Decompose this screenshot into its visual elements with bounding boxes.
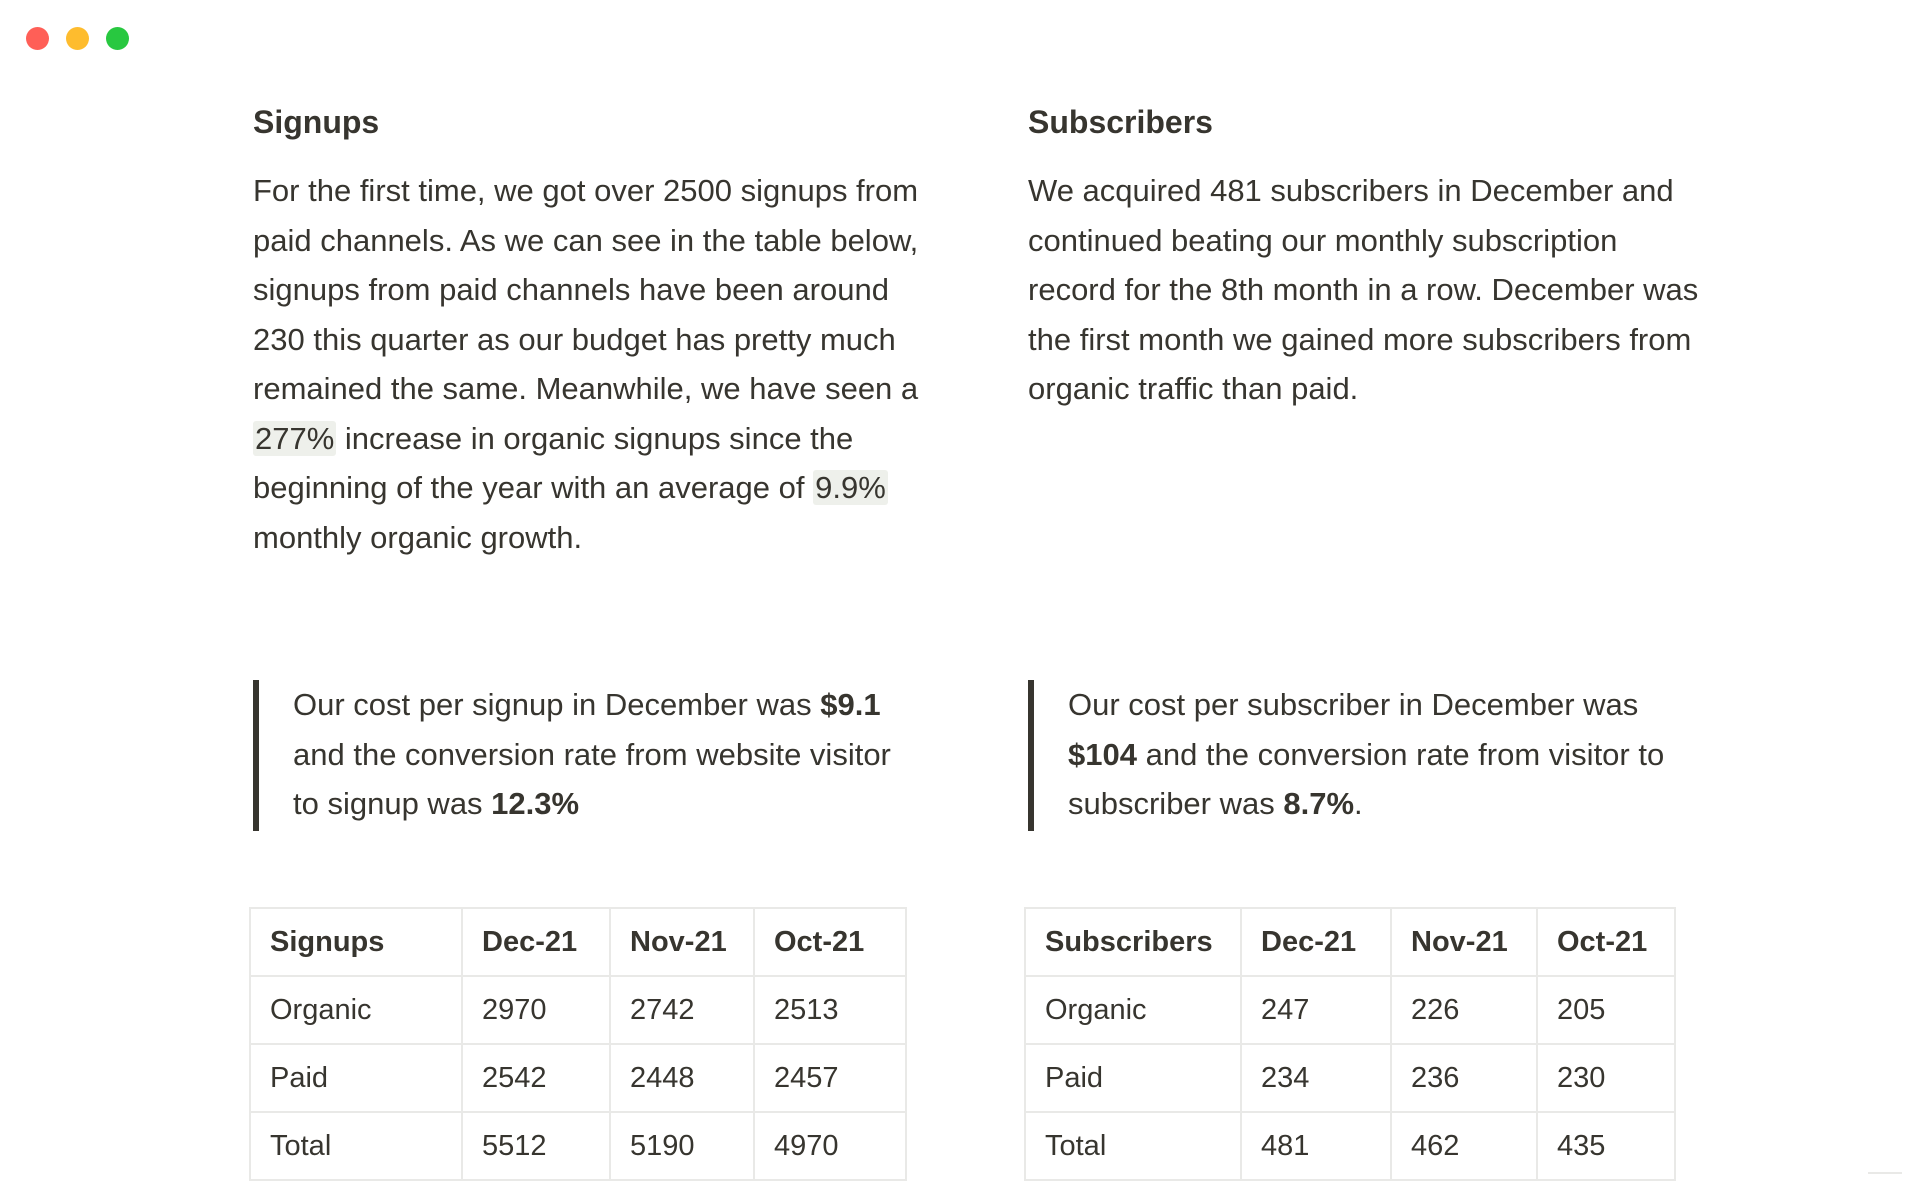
table-header-cell[interactable]: Signups <box>250 908 462 976</box>
table-cell[interactable]: 462 <box>1391 1112 1537 1180</box>
table-header-cell[interactable]: Dec-21 <box>1241 908 1391 976</box>
table-cell[interactable]: 2457 <box>754 1044 906 1112</box>
window-controls <box>26 27 129 50</box>
signups-text-1: For the first time, we got over 2500 signups from paid channels. As we can see in the table below, signups from paid channels have been around 230 this quarter as our budget has pretty much remained the same. Meanwhile, we have seen a <box>253 173 919 406</box>
subscribers-paragraph[interactable]: We acquired 481 subscribers in December and continued beating our monthly subscription record for the 8th month in a row. December was the first month we gained more subscribers from organic traffic than paid. <box>1028 173 1699 406</box>
signups-text-3: monthly organic growth. <box>253 519 583 555</box>
table-cell[interactable]: 226 <box>1391 976 1537 1044</box>
table-cell[interactable]: 236 <box>1391 1044 1537 1112</box>
table-row <box>1025 976 1675 1044</box>
table-cell[interactable]: 2448 <box>610 1044 754 1112</box>
signups-quote[interactable] <box>253 680 893 831</box>
table-cell[interactable]: Organic <box>250 976 462 1044</box>
organic-growth-highlight: 9.9% <box>815 470 886 505</box>
table-header-cell[interactable]: Nov-21 <box>610 908 754 976</box>
table-cell[interactable]: Total <box>250 1112 462 1180</box>
table-header-row <box>1025 908 1675 976</box>
signups-quote-text-2: and the conversion rate from website visitor to signup was <box>293 736 891 821</box>
table-header-cell[interactable]: Nov-21 <box>1391 908 1537 976</box>
table-cell[interactable]: Organic <box>1025 976 1241 1044</box>
subscribers-quote-text-2: and the conversion rate from visitor to subscriber was <box>1068 736 1665 821</box>
table-cell[interactable]: 2970 <box>462 976 610 1044</box>
subscriber-conversion-rate: 8.7% <box>1283 786 1355 821</box>
table-row <box>250 976 906 1044</box>
table-header-cell[interactable]: Subscribers <box>1025 908 1241 976</box>
organic-increase-highlight: 277% <box>255 420 335 456</box>
table-row <box>250 1112 906 1180</box>
table-cell[interactable]: Paid <box>1025 1044 1241 1112</box>
table-cell[interactable]: 2542 <box>462 1044 610 1112</box>
table-cell[interactable]: 4970 <box>754 1112 906 1180</box>
close-window-button[interactable] <box>26 27 49 50</box>
cost-per-signup: $9.1 <box>820 687 881 722</box>
table-cell[interactable]: Total <box>1025 1112 1241 1180</box>
subscribers-quote-text-1: Our cost per subscriber in December was <box>1068 687 1639 722</box>
table-cell[interactable]: 234 <box>1241 1044 1391 1112</box>
table-header-cell[interactable]: Oct-21 <box>1537 908 1675 976</box>
cost-per-subscriber: $104 <box>1068 736 1137 772</box>
table-cell[interactable]: 230 <box>1537 1044 1675 1112</box>
minimize-window-button[interactable] <box>66 27 89 50</box>
table-cell[interactable]: 205 <box>1537 976 1675 1044</box>
table-cell[interactable]: Paid <box>250 1044 462 1112</box>
signups-table <box>249 907 907 1181</box>
table-row <box>250 1044 906 1112</box>
table-row <box>1025 1044 1675 1112</box>
table-cell[interactable]: 247 <box>1241 976 1391 1044</box>
signup-conversion-rate: 12.3% <box>491 786 580 821</box>
table-header-cell[interactable]: Oct-21 <box>754 908 906 976</box>
subscribers-table <box>1024 907 1676 1181</box>
table-cell[interactable]: 2513 <box>754 976 906 1044</box>
table-cell[interactable]: 435 <box>1537 1112 1675 1180</box>
signups-text-2: increase in organic signups since the beginning of the year with an average of <box>253 420 854 505</box>
signups-quote-text-1: Our cost per signup in December was <box>293 687 821 722</box>
table-cell[interactable]: 2742 <box>610 976 754 1044</box>
subscribers-quote-text-3: . <box>1354 786 1363 821</box>
signups-paragraph[interactable] <box>253 166 933 562</box>
table-cell[interactable]: 481 <box>1241 1112 1391 1180</box>
table-header-cell[interactable]: Dec-21 <box>462 908 610 976</box>
table-cell[interactable]: 5190 <box>610 1112 754 1180</box>
maximize-window-button[interactable] <box>106 27 129 50</box>
signups-heading[interactable]: Signups <box>253 104 380 140</box>
scroll-indicator <box>1868 1172 1902 1174</box>
table-cell[interactable]: 5512 <box>462 1112 610 1180</box>
table-header-row <box>250 908 906 976</box>
subscribers-quote[interactable] <box>1028 680 1668 831</box>
table-row <box>1025 1112 1675 1180</box>
subscribers-heading[interactable]: Subscribers <box>1028 104 1213 140</box>
